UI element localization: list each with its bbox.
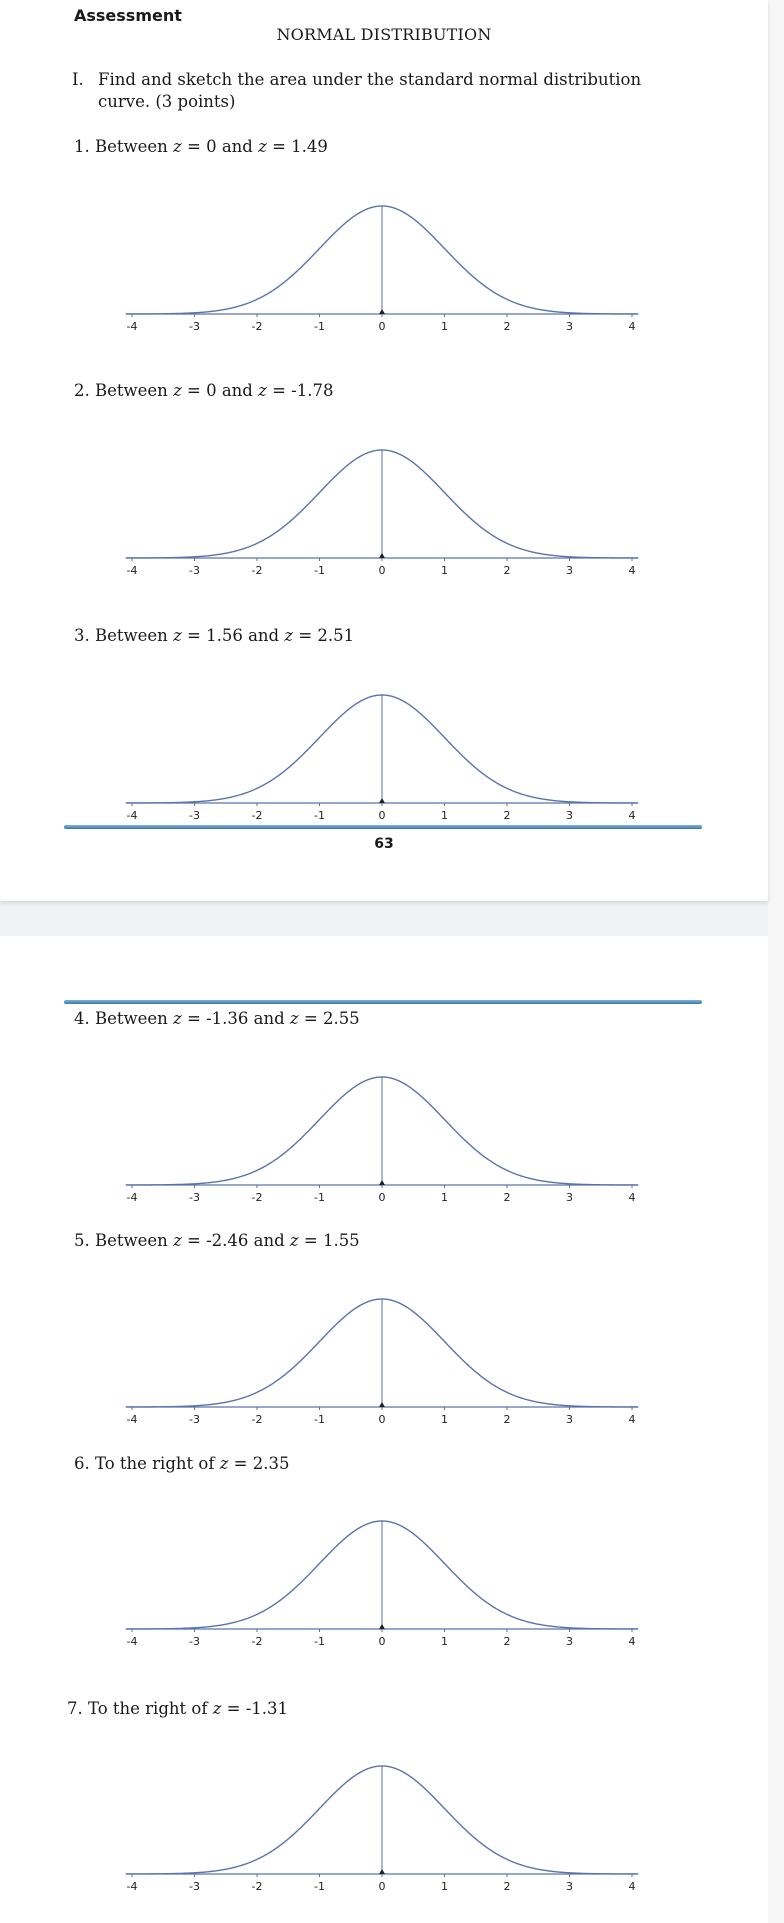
tick-label: 0 bbox=[378, 564, 386, 577]
tick-label: -3 bbox=[189, 564, 200, 577]
question-bound-2: = 1.55 bbox=[303, 1231, 360, 1250]
tick-label: 2 bbox=[503, 1880, 511, 1893]
tick-label: 1 bbox=[441, 320, 448, 333]
tick-label: 1 bbox=[441, 809, 448, 822]
tick-label: 4 bbox=[628, 1635, 636, 1648]
question-1 bbox=[74, 137, 328, 156]
normal-curve-2 bbox=[120, 444, 650, 580]
tick-label: -4 bbox=[126, 1880, 138, 1893]
tick-label: -4 bbox=[126, 320, 138, 333]
question-number: 6. bbox=[74, 1454, 90, 1473]
tick-label: 3 bbox=[566, 1635, 573, 1648]
question-prefix: To the right of bbox=[95, 1454, 215, 1473]
question-7 bbox=[67, 1699, 288, 1718]
question-bound-1: = 0 and bbox=[187, 381, 253, 400]
question-bound-2: = 2.55 bbox=[303, 1009, 360, 1028]
tick-label: 0 bbox=[378, 1413, 386, 1426]
tick-label: -2 bbox=[251, 1191, 263, 1204]
mean-marker bbox=[379, 1869, 385, 1874]
tick-label: 3 bbox=[566, 320, 573, 333]
question-number: 2. bbox=[74, 381, 90, 400]
tick-label: -2 bbox=[251, 564, 263, 577]
tick-label: -1 bbox=[314, 809, 325, 822]
tick-label: -2 bbox=[251, 320, 263, 333]
question-prefix: Between bbox=[95, 626, 168, 645]
normal-curve-7 bbox=[120, 1760, 650, 1896]
tick-label: 4 bbox=[628, 564, 636, 577]
mean-marker bbox=[379, 798, 385, 803]
normal-curve-5 bbox=[120, 1293, 650, 1429]
question-bound-1: = 1.56 and bbox=[187, 626, 280, 645]
question-number: 1. bbox=[74, 137, 90, 156]
tick-label: -2 bbox=[251, 1413, 263, 1426]
header-rule bbox=[64, 1000, 702, 1004]
question-prefix: Between bbox=[95, 137, 168, 156]
z-variable: z bbox=[258, 381, 267, 400]
page-number: 63 bbox=[374, 836, 394, 852]
question-6 bbox=[74, 1454, 289, 1473]
tick-label: -3 bbox=[189, 809, 200, 822]
question-bound-1: = 2.35 bbox=[233, 1454, 290, 1473]
question-prefix: Between bbox=[95, 1231, 168, 1250]
tick-label: -1 bbox=[314, 1191, 325, 1204]
mean-marker bbox=[379, 309, 385, 314]
tick-label: -2 bbox=[251, 809, 263, 822]
tick-label: 4 bbox=[628, 1191, 636, 1204]
tick-label: -3 bbox=[189, 1413, 200, 1426]
tick-label: 1 bbox=[441, 1191, 448, 1204]
tick-label: 2 bbox=[503, 564, 511, 577]
tick-label: -4 bbox=[126, 809, 138, 822]
question-prefix: Between bbox=[95, 381, 168, 400]
tick-label: 1 bbox=[441, 1413, 448, 1426]
tick-label: -1 bbox=[314, 1413, 325, 1426]
question-prefix: Between bbox=[95, 1009, 168, 1028]
z-variable: z bbox=[173, 1009, 182, 1028]
question-number: 5. bbox=[74, 1231, 90, 1250]
page-title: NORMAL DISTRIBUTION bbox=[276, 25, 492, 44]
tick-label: 2 bbox=[503, 1413, 511, 1426]
normal-curve-1 bbox=[120, 200, 650, 336]
mean-marker bbox=[379, 1402, 385, 1407]
question-bound-1: = -1.36 and bbox=[187, 1009, 285, 1028]
tick-label: -4 bbox=[126, 1191, 138, 1204]
question-number: 4. bbox=[74, 1009, 90, 1028]
tick-label: -4 bbox=[126, 1413, 138, 1426]
z-variable: z bbox=[173, 381, 182, 400]
z-variable: z bbox=[258, 137, 267, 156]
z-variable: z bbox=[289, 1231, 299, 1250]
tick-label: 4 bbox=[628, 1413, 636, 1426]
page-64 bbox=[0, 936, 768, 1923]
z-variable: z bbox=[219, 1454, 229, 1473]
tick-label: 2 bbox=[503, 809, 511, 822]
question-bound-2: = 1.49 bbox=[272, 137, 328, 156]
tick-label: 3 bbox=[566, 1191, 573, 1204]
tick-label: 0 bbox=[378, 1880, 386, 1893]
z-variable: z bbox=[173, 626, 182, 645]
question-bound-2: = 2.51 bbox=[298, 626, 355, 645]
tick-label: -1 bbox=[314, 320, 325, 333]
tick-label: 1 bbox=[441, 564, 448, 577]
tick-label: -4 bbox=[126, 1635, 138, 1648]
tick-label: 0 bbox=[378, 809, 386, 822]
question-3 bbox=[74, 626, 354, 645]
footer-rule bbox=[64, 825, 702, 829]
page-63 bbox=[0, 0, 768, 901]
question-bound-1: = -2.46 and bbox=[187, 1231, 285, 1250]
tick-label: -1 bbox=[314, 1635, 325, 1648]
normal-curve-3 bbox=[120, 689, 650, 825]
tick-label: -4 bbox=[126, 564, 138, 577]
instruction-text-line2: curve. (3 points) bbox=[98, 92, 236, 111]
tick-label: 2 bbox=[503, 1635, 511, 1648]
question-bound-1: = -1.31 bbox=[226, 1699, 289, 1718]
tick-label: -1 bbox=[314, 1880, 325, 1893]
z-variable: z bbox=[212, 1699, 222, 1718]
question-number: 7. bbox=[67, 1699, 83, 1718]
scroll-gutter bbox=[768, 0, 784, 1923]
question-prefix: To the right of bbox=[88, 1699, 208, 1718]
tick-label: 4 bbox=[628, 1880, 636, 1893]
instruction-number: I. bbox=[72, 70, 84, 89]
tick-label: -3 bbox=[189, 1191, 200, 1204]
mean-marker bbox=[379, 553, 385, 558]
tick-label: 1 bbox=[441, 1880, 448, 1893]
tick-label: 4 bbox=[628, 320, 636, 333]
tick-label: -3 bbox=[189, 320, 200, 333]
mean-marker bbox=[379, 1180, 385, 1185]
tick-label: -3 bbox=[189, 1635, 200, 1648]
tick-label: 3 bbox=[566, 1413, 573, 1426]
tick-label: 2 bbox=[503, 320, 511, 333]
normal-curve-4 bbox=[120, 1071, 650, 1207]
tick-label: -3 bbox=[189, 1880, 200, 1893]
mean-marker bbox=[379, 1624, 385, 1629]
tick-label: 2 bbox=[503, 1191, 511, 1204]
tick-label: 3 bbox=[566, 564, 573, 577]
tick-label: 1 bbox=[441, 1635, 448, 1648]
instruction-text-line1: Find and sketch the area under the standard normal distribution bbox=[98, 70, 642, 89]
tick-label: -1 bbox=[314, 564, 325, 577]
z-variable: z bbox=[289, 1009, 299, 1028]
z-variable: z bbox=[173, 137, 182, 156]
tick-label: 3 bbox=[566, 809, 573, 822]
assessment-label: Assessment bbox=[74, 6, 182, 25]
tick-label: 0 bbox=[378, 320, 386, 333]
tick-label: -2 bbox=[251, 1880, 263, 1893]
z-variable: z bbox=[173, 1231, 182, 1250]
z-variable: z bbox=[284, 626, 294, 645]
normal-curve-6 bbox=[120, 1515, 650, 1651]
question-4 bbox=[74, 1009, 360, 1028]
question-5 bbox=[74, 1231, 360, 1250]
tick-label: -2 bbox=[251, 1635, 263, 1648]
tick-label: 3 bbox=[566, 1880, 573, 1893]
question-bound-2: = -1.78 bbox=[272, 381, 334, 400]
question-2 bbox=[74, 381, 333, 400]
question-number: 3. bbox=[74, 626, 90, 645]
tick-label: 0 bbox=[378, 1191, 386, 1204]
tick-label: 4 bbox=[628, 809, 636, 822]
tick-label: 0 bbox=[378, 1635, 386, 1648]
question-bound-1: = 0 and bbox=[187, 137, 253, 156]
